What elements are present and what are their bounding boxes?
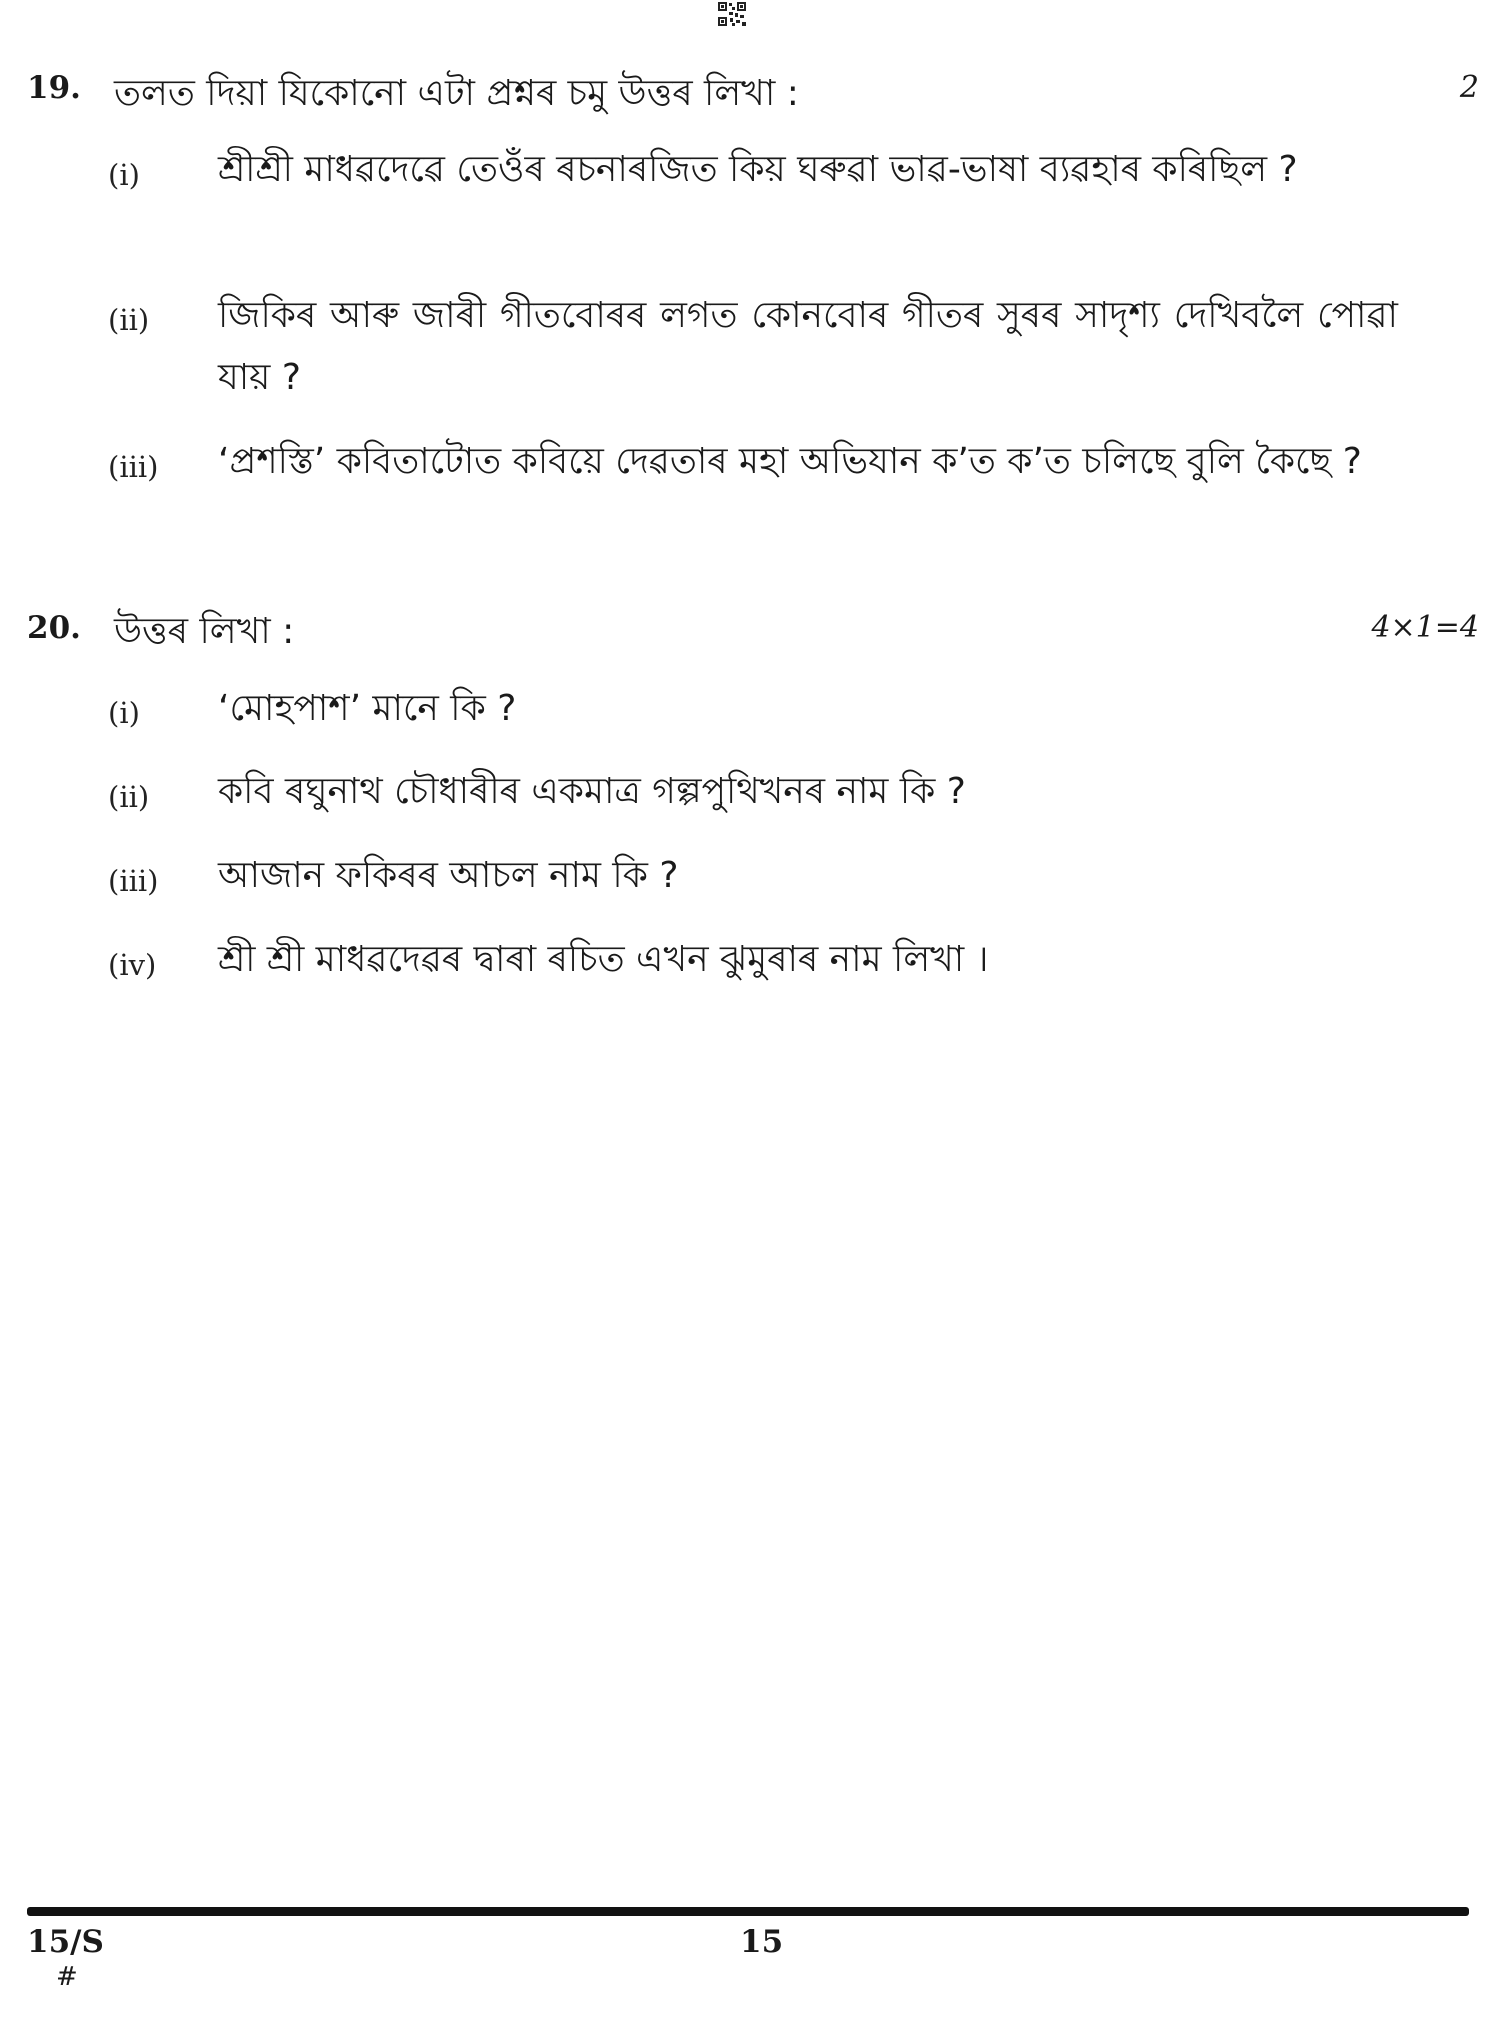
question-marks: 4×1=4 — [1371, 610, 1479, 645]
sub-question-label: (iii) — [108, 450, 159, 484]
question-instruction: তলত দিয়া যিকোনো এটা প্ৰশ্নৰ চমু উত্তৰ লিখা : — [114, 73, 799, 114]
sub-question-text: ‘মোহপাশ’ মানে কি ? — [218, 688, 517, 729]
sub-question-label: (ii) — [108, 780, 150, 814]
sub-question-label: (i) — [108, 696, 140, 730]
sub-question-text: শ্ৰী শ্ৰী মাধৱদেৱৰ দ্বাৰা ৰচিত এখন ঝুমুৰাৰ নাম লিখা । — [218, 939, 989, 980]
question-instruction: উত্তৰ লিখা : — [114, 611, 295, 652]
footer-divider — [27, 1907, 1469, 1916]
sub-question-label: (iv) — [108, 948, 157, 982]
question-marks: 2 — [1459, 70, 1479, 105]
sub-question-text: কবি ৰঘুনাথ চৌধাৰীৰ একমাত্ৰ গল্পপুথিখনৰ নাম কি ? — [218, 771, 966, 812]
sub-question-label: (ii) — [108, 303, 150, 337]
sub-question-label: (iii) — [108, 864, 159, 898]
sub-question-text: ‘প্ৰশস্তি’ কবিতাটোত কবিয়ে দেৱতাৰ মহা অভিযান ক’ত ক’ত চলিছে বুলি কৈছে ? — [218, 441, 1362, 482]
page-number: 15 — [740, 1924, 784, 1960]
sub-question-text: জিকিৰ আৰু জাৰী গীতবোৰৰ লগত কোনবোৰ গীতৰ সুৰৰ সাদৃশ্য দেখিবলৈ পোৱা যায় ? — [218, 295, 1398, 398]
question-number: 19. — [27, 70, 81, 106]
footer-hash-mark: # — [56, 1962, 78, 1992]
question-number: 20. — [27, 610, 81, 646]
sub-question-text: আজান ফকিৰৰ আচল নাম কি ? — [218, 855, 679, 896]
sub-question-label: (i) — [108, 158, 140, 192]
sub-question-text: শ্ৰীশ্ৰী মাধৱদেৱে তেওঁৰ ৰচনাৰজিত কিয় ঘৰুৱা ভাৱ-ভাষা ব্যৱহাৰ কৰিছিল ? — [218, 149, 1298, 190]
paper-code: 15/S — [27, 1924, 104, 1960]
qr-code-icon — [718, 2, 746, 26]
